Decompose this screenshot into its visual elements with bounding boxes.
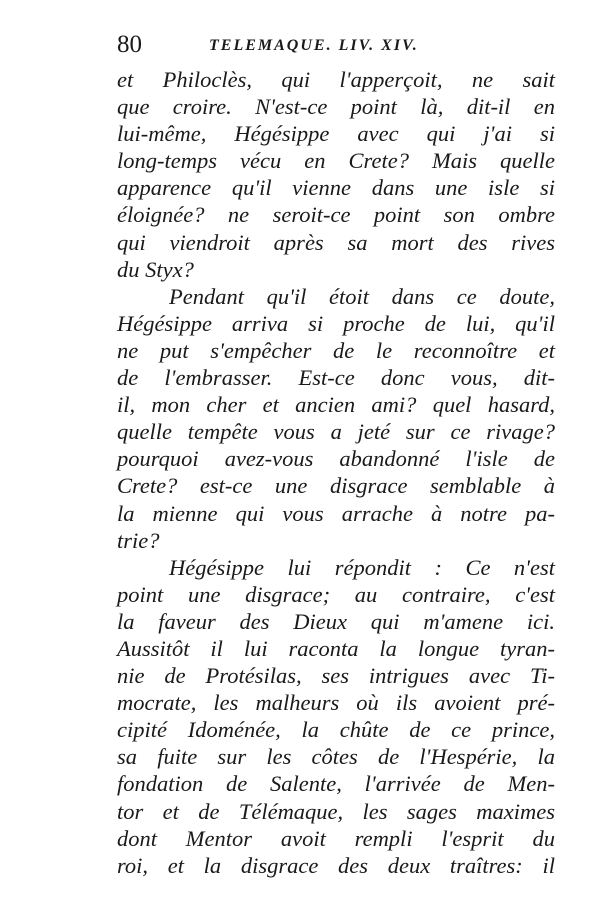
text-line: éloignée? ne seroit-ce point son ombre [117,202,555,228]
text-line: Hégésippe arriva si proche de lui, qu'il [117,310,555,336]
text-line: et Philoclès, qui l'apperçoit, ne sait [117,67,555,92]
text-line: la faveur des Dieux qui m'amene ici. [117,608,555,634]
text-line: il, mon cher et ancien ami? quel hasard, [117,392,555,418]
text-line: tor et de Télémaque, les sages maximes [117,798,555,824]
text-line: quelle tempête vous a jeté sur ce rivage? [117,419,555,445]
text-line: sa fuite sur les côtes de l'Hespérie, la [117,744,555,770]
page-number: 80 [117,31,142,58]
text-line: roi, et la disgrace des deux traîtres: il [117,852,555,878]
text-line: apparence qu'il vienne dans une isle si [117,175,555,201]
text-line: que croire. N'est-ce point là, dit-il en [117,94,555,120]
text-line: long-temps vécu en Crete? Mais quelle [117,148,555,174]
text-line: fondation de Salente, l'arrivée de Men- [117,771,555,797]
paragraph [117,554,555,879]
text-line: qui viendroit après sa mort des rives [117,229,555,255]
text-line: dont Mentor avoit rempli l'esprit du [117,825,555,851]
text-line: la mienne qui vous arrache à notre pa- [117,500,555,526]
text-line: trie? [117,527,160,553]
text-line: Crete? est-ce une disgrace semblable à [117,473,555,499]
text-line: lui-même, Hégésippe avec qui j'ai si [117,121,555,147]
text-line: cipité Idoménée, la chûte de ce prince, [117,717,555,743]
text-line: mocrate, les malheurs où ils avoient pré- [117,690,555,716]
paragraph [117,66,555,283]
text-line: point une disgrace; au contraire, c'est [117,581,555,607]
text-line: du Styx? [117,256,194,282]
text-line: ne put s'empêcher de le reconnoître et [117,337,555,363]
page-header [117,30,557,60]
text-line: pourquoi avez-vous abandonné l'isle de [117,446,555,472]
text-line: Aussitôt il lui raconta la longue tyran- [117,635,555,661]
paragraph [117,283,555,554]
text-line: Pendant qu'il étoit dans ce doute, [169,283,555,309]
text-line: Hégésippe lui répondit : Ce n'est [169,554,555,580]
body-text [117,66,555,879]
text-line: nie de Protésilas, ses intrigues avec Ti- [117,663,555,689]
running-head: TELEMAQUE. LIV. XIV. [209,37,419,54]
text-line: de l'embrasser. Est-ce donc vous, dit- [117,365,555,391]
